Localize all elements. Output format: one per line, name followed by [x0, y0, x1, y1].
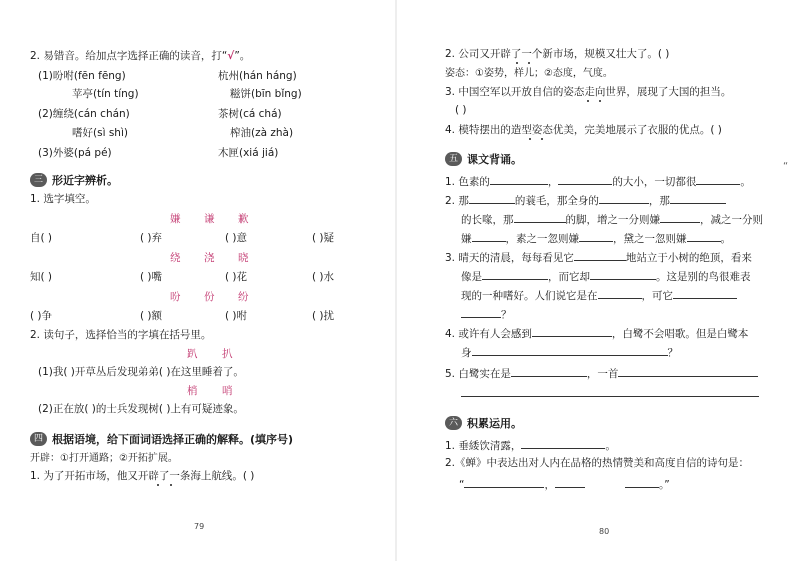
section-4-title: 根据语境，给下面词语选择正确的解释。(填序号): [52, 433, 294, 446]
fill-blank[interactable]: ( )水: [312, 271, 335, 283]
question-text-end: ”。: [234, 50, 251, 62]
char-group-3-b: 份: [204, 291, 215, 303]
blank-line[interactable]: [618, 366, 758, 377]
char-group-2-a: 绕: [170, 252, 181, 264]
sentence-2[interactable]: (2)正在放( )的士兵发现树( )上有可疑迹象。: [38, 403, 244, 415]
blank-line[interactable]: [625, 477, 659, 488]
apply-2-answer[interactable]: [459, 477, 670, 492]
text: ，白鹭不会唱歌。但是白鹭本: [611, 328, 749, 340]
text: 。: [720, 233, 731, 245]
fill-blank[interactable]: ( )咐: [225, 310, 248, 322]
text: 4. 或许有人会感到: [445, 328, 532, 340]
sub-question-2: 2. 读句子，选择恰当的字填在括号里。: [30, 329, 212, 341]
blank-line[interactable]: [558, 174, 612, 185]
section-3-title: 形近字辨析。: [52, 174, 118, 187]
text: ，: [544, 479, 555, 491]
recite-5[interactable]: [445, 366, 758, 381]
blank-line[interactable]: [482, 269, 548, 280]
blank-line[interactable]: [461, 307, 501, 318]
blank-line[interactable]: [598, 288, 642, 299]
fill-blank[interactable]: 自( ): [30, 232, 53, 244]
fill-blank[interactable]: ( )争: [30, 310, 53, 322]
pinyin-choice[interactable]: 榨油(zà zhà): [230, 127, 294, 139]
text: ，黛之一忽则嫌: [613, 233, 687, 245]
recite-4b[interactable]: [461, 345, 678, 360]
page-number: 80: [599, 527, 610, 536]
text: ，: [547, 176, 559, 188]
blank-line[interactable]: [590, 269, 656, 280]
text: 1. 垂緌饮清露，: [445, 440, 522, 452]
text: 。: [740, 176, 751, 188]
question-text: 2. 易错音。给加点字选择正确的读音，打“: [30, 50, 228, 62]
emphasis-dot: [599, 100, 601, 102]
emphasis-dot: [529, 138, 531, 140]
recite-3[interactable]: [445, 250, 752, 265]
pinyin-choice[interactable]: (3)外婆(pá pé): [38, 147, 112, 159]
check-mark-icon: √: [227, 50, 235, 62]
char-group-3-c: 纷: [238, 291, 249, 303]
question-4-1[interactable]: 1. 为了开拓市场，他又开辟了一条海上航线。( ): [30, 470, 255, 482]
text: 2. 那: [445, 195, 469, 207]
blank-line[interactable]: [660, 212, 700, 223]
fill-blank[interactable]: 知( ): [30, 271, 53, 283]
pinyin-choice[interactable]: 茶树(cá chá): [218, 108, 282, 120]
blank-line[interactable]: [673, 288, 737, 299]
text: 。”: [658, 479, 670, 491]
blank-line[interactable]: [464, 477, 544, 488]
text: 地站立于小树的绝顶，看来: [625, 252, 752, 264]
pinyin-choice[interactable]: 糍饼(bīn bǐng): [230, 88, 302, 100]
text: ？: [667, 347, 678, 359]
emphasis-dot: [587, 100, 589, 102]
text: ，一首: [586, 368, 619, 380]
question-3: 3. 中国空军以开放自信的姿态走向世界，展现了大国的担当。: [445, 86, 732, 98]
pinyin-choice[interactable]: (2)缠绕(cán chán): [38, 108, 130, 120]
emphasis-dot: [170, 484, 172, 486]
blank-line-full[interactable]: [461, 396, 759, 397]
section-5-title: 课文背诵。: [467, 153, 522, 166]
section-6-badge: 六: [445, 416, 462, 430]
question-2[interactable]: 2. 公司又开辟了一个新市场，规模又壮大了。( ): [445, 48, 670, 60]
fill-blank[interactable]: ( )花: [225, 271, 248, 283]
recite-2[interactable]: [445, 193, 726, 208]
definition-zitai: 姿态：①姿势，样儿；②态度，气度。: [445, 68, 613, 79]
emphasis-dot: [516, 62, 518, 64]
pinyin-choice[interactable]: (1)吩咐(fēn fēng): [38, 70, 126, 82]
blank-line[interactable]: [521, 438, 605, 449]
sub-question-1: 1. 选字填空。: [30, 193, 96, 205]
apply-2: 2.《蝉》中表达出对人内在品格的热情赞美和高度自信的诗句是：: [445, 457, 750, 469]
text: 的大小，一切都很: [612, 176, 697, 188]
fill-blank[interactable]: ( )额: [140, 310, 163, 322]
char-group-3-a: 吩: [170, 291, 181, 303]
section-4-badge: 四: [30, 432, 47, 446]
text: ，而它却: [548, 271, 590, 283]
blank-line[interactable]: [579, 231, 613, 242]
blank-line[interactable]: [670, 193, 726, 204]
fill-blank[interactable]: ( )意: [225, 232, 248, 244]
blank-line[interactable]: [511, 366, 587, 377]
blank-line[interactable]: [514, 212, 566, 223]
right-page: [397, 0, 793, 561]
blank-line[interactable]: [490, 174, 548, 185]
text: ，减之一分则: [700, 214, 763, 226]
blank-line[interactable]: [469, 193, 515, 204]
recite-2c[interactable]: [461, 231, 731, 246]
pinyin-choice[interactable]: 苹亭(tín tíng): [72, 88, 139, 100]
text: 3. 晴天的清晨，每每看见它: [445, 252, 574, 264]
text: 像是: [461, 271, 482, 283]
answer-bracket[interactable]: ( ): [455, 104, 467, 116]
definition-kaipi: 开辟：①打开通路；②开拓扩展。: [30, 453, 178, 464]
text: ，那: [648, 195, 670, 207]
section-3-badge: 三: [30, 173, 47, 187]
char-pair-2-b: 哨: [222, 385, 233, 397]
left-page: [0, 0, 396, 561]
margin-mark: “: [783, 161, 789, 172]
text: 现的一种嗜好。人们说它是在: [461, 290, 598, 302]
char-group-1-b: 谦: [204, 213, 215, 225]
text: 1. 色素的: [445, 176, 490, 188]
pinyin-choice[interactable]: 嗜好(sì shì): [72, 127, 128, 139]
recite-4[interactable]: [445, 326, 748, 341]
char-pair-2-a: 梢: [187, 385, 198, 397]
recite-3c[interactable]: [461, 288, 737, 303]
fill-blank[interactable]: ( )扰: [312, 310, 335, 322]
text: 5. 白鹭实在是: [445, 368, 511, 380]
text: 。: [605, 440, 616, 452]
blank-line[interactable]: [599, 193, 649, 204]
text: 嫌: [461, 233, 472, 245]
char-group-1-a: 嫌: [170, 213, 181, 225]
text: 身: [461, 347, 472, 359]
recite-3d[interactable]: [461, 307, 512, 322]
pinyin-choice[interactable]: 木匣(xiá jiá): [218, 147, 279, 159]
blank-line[interactable]: [472, 231, 506, 242]
apply-1[interactable]: [445, 438, 616, 453]
blank-line[interactable]: [696, 174, 740, 185]
text: ，可它: [641, 290, 673, 302]
text: “: [459, 479, 465, 491]
fill-blank[interactable]: ( )弃: [140, 232, 163, 244]
char-pair-1-b: 扒: [222, 348, 233, 360]
recite-3b[interactable]: [461, 269, 751, 284]
char-group-1-c: 歉: [238, 213, 249, 225]
question-4[interactable]: 4. 模特摆出的造型姿态优美，完美地展示了衣服的优点。( ): [445, 124, 722, 136]
sentence-1[interactable]: (1)我( )开草丛后发现弟弟( )在这里睡着了。: [38, 366, 244, 378]
section-6-title: 积累运用。: [467, 417, 522, 430]
char-group-2-c: 晓: [238, 252, 249, 264]
char-group-2-b: 浇: [204, 252, 215, 264]
page-number: 79: [194, 522, 205, 531]
text: 。这是别的鸟很难表: [656, 271, 751, 283]
emphasis-dot: [541, 138, 543, 140]
emphasis-dot: [157, 484, 159, 486]
pinyin-choice[interactable]: 杭州(hán háng): [218, 70, 297, 82]
text: ？: [501, 309, 512, 321]
emphasis-dot: [528, 62, 530, 64]
text: 的蓑毛，那全身的: [514, 195, 599, 207]
recite-2b[interactable]: [461, 212, 763, 227]
blank-line[interactable]: [472, 345, 668, 356]
fill-blank[interactable]: ( )嘴: [140, 271, 163, 283]
blank-line[interactable]: [555, 477, 585, 488]
char-pair-1-a: 趴: [187, 348, 198, 360]
text: 的长喙，那: [461, 214, 514, 226]
recite-1[interactable]: [445, 174, 751, 189]
blank-line[interactable]: [574, 250, 626, 261]
text: ，素之一忽则嫌: [505, 233, 579, 245]
text: 的脚，增之一分则嫌: [565, 214, 660, 226]
blank-line[interactable]: [532, 326, 612, 337]
section-5-badge: 五: [445, 152, 462, 166]
fill-blank[interactable]: ( )疑: [312, 232, 335, 244]
blank-line[interactable]: [687, 231, 721, 242]
question-2-title: [30, 50, 250, 63]
